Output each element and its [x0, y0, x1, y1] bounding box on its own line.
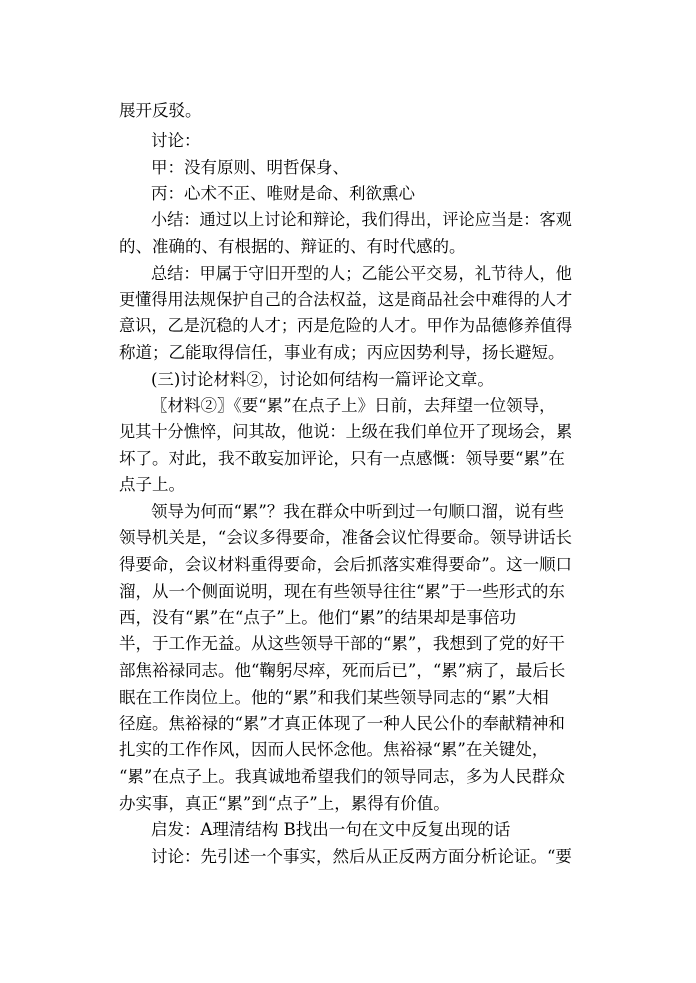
text-line: 扎实的工作作风，因而人民怀念他。焦裕禄“累”在关键处， — [119, 740, 549, 759]
text-line: “累”在点子上。我真诚地希望我们的领导同志，多为人民群众 — [119, 767, 565, 786]
text-line: 总结：甲属于守旧开型的人；乙能公平交易，礼节待人，他 — [151, 264, 572, 283]
text-line: 讨论：先引述一个事实，然后从正反两方面分析论证。“要 — [151, 847, 572, 866]
text-line: 意识，乙是沉稳的人才；丙是危险的人才。甲作为品德修养值得 — [119, 316, 573, 335]
text-line: 见其十分憔悴，问其故，他说：上级在我们单位开了现场会，累 — [119, 422, 573, 441]
text-line: 领导机关是，“会议多得要命，准备会议忙得要命。领导讲话长 — [119, 528, 573, 547]
text-line: (三)讨论材料②，讨论如何结构一篇评论文章。 — [151, 370, 494, 389]
text-line: 领导为何而“累”？我在群众中听到过一句顺口溜，说有些 — [151, 502, 564, 521]
text-line: 西，没有“累”在“点子”上。他们“累”的结果却是事倍功 — [119, 608, 517, 627]
text-line: 点子上。 — [119, 475, 185, 494]
text-line: 称道；乙能取得信任，事业有成；丙应因势利导，扬长避短。 — [119, 343, 565, 362]
text-line: 半，于工作无益。从这些领导干部的“累”，我想到了党的好干 — [119, 634, 565, 653]
text-line: 的、准确的、有根据的、辩证的、有时代感的。 — [119, 237, 466, 256]
text-line: 小结：通过以上讨论和辩论，我们得出，评论应当是：客观 — [151, 210, 572, 229]
text-line: 径庭。焦裕禄的“累”才真正体现了一种人民公仆的奉献精神和 — [119, 714, 565, 733]
text-line: 部焦裕禄同志。他“鞠躬尽瘁，死而后已”，“累”病了，最后长 — [119, 661, 566, 680]
text-line: 得要命，会议材料重得要命，会后抓落实难得要命”。这一顺口 — [119, 555, 573, 574]
text-line: 启发：A理清结构 B找出一句在文中反复出现的话 — [151, 820, 511, 839]
text-line: 展开反驳。 — [119, 101, 202, 120]
text-line: 讨论： — [151, 131, 201, 150]
text-line: 眠在工作岗位上。他的“累”和我们某些领导同志的“累”大相 — [119, 688, 549, 707]
text-line: 坏了。对此，我不敢妄加评论，只有一点感慨：领导要“累”在 — [119, 449, 565, 468]
text-line: 丙：心术不正、唯财是命、利欲熏心 — [151, 184, 415, 203]
text-line: 溜，从一个侧面说明，现在有些领导往往“累”于一些形式的东 — [119, 582, 565, 601]
text-line: 办实事，真正“累”到“点子”上，累得有价值。 — [119, 794, 450, 813]
text-line: 更懂得用法规保护自己的合法权益，这是商品社会中难得的人才 — [119, 290, 573, 309]
text-line: 甲：没有原则、明哲保身、 — [151, 158, 349, 177]
text-line: 〖材料②〗《要“累”在点子上》日前，去拜望一位领导， — [151, 396, 556, 415]
